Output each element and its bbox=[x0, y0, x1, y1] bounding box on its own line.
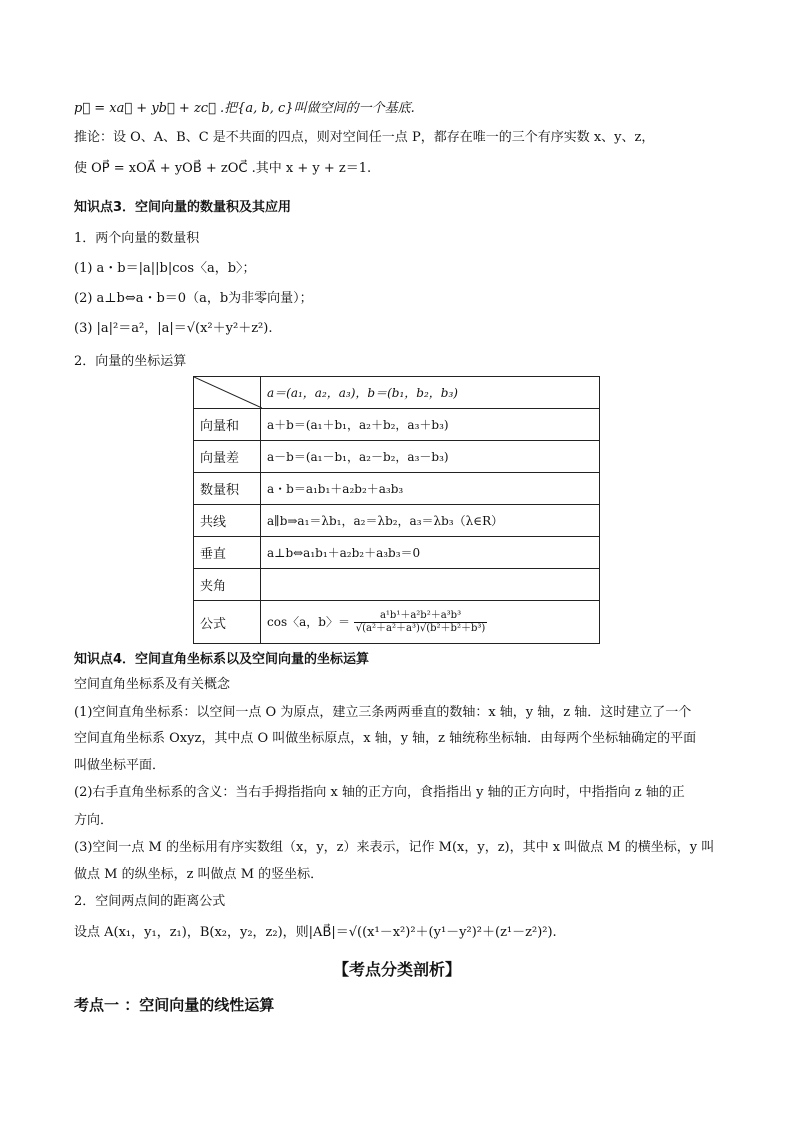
table-row bbox=[194, 473, 600, 505]
k4-para2-line1: (2)右手直角坐标系的含义：当右手拇指指向 x 轴的正方向，食指指出 y 轴的正方向时，中指指向 z 轴的正 bbox=[74, 785, 685, 800]
table-header: a＝(a₁，a₂，a₃)，b＝(b₁，b₂，b₃) bbox=[261, 377, 600, 409]
k4-para3-line2: 做点 M 的纵坐标，z 叫做点 M 的竖坐标． bbox=[74, 867, 324, 882]
dot-product-item-3: (3) |a|²＝a²，|a|＝√(x²＋y²＋z²). bbox=[74, 321, 273, 336]
distance-heading: 2．空间两点间的距离公式 bbox=[74, 894, 226, 909]
row-value bbox=[261, 601, 600, 644]
row-label: 垂直 bbox=[194, 537, 261, 569]
table-header-row bbox=[194, 377, 600, 409]
formula-prefix: cos〈a，b〉＝ bbox=[267, 614, 350, 629]
table-row bbox=[194, 505, 600, 537]
k4-para3-line1: (3)空间一点 M 的坐标用有序实数组（x，y，z）来表示，记作 M(x，y，z)，其中 x 叫做点 M 的横坐标，y 叫 bbox=[74, 840, 715, 855]
basis-line: p⃗ = xa⃗ + yb⃗ + zc⃗ .把{a, b, c}叫做空间的一个基底. bbox=[74, 101, 415, 116]
row-value: a＋b＝(a₁＋b₁，a₂＋b₂，a₃＋b₃) bbox=[261, 409, 600, 441]
corollary-formula: 使 OP⃗ = xOA⃗ + yOB⃗ + zOC⃗ .其中 x + y + z＝1. bbox=[74, 161, 372, 176]
dot-product-heading: 1．两个向量的数量积 bbox=[74, 231, 200, 246]
table-row bbox=[194, 409, 600, 441]
row-value: a∥b⇒a₁＝λb₁，a₂＝λb₂，a₃＝λb₃（λ∈R） bbox=[261, 505, 600, 537]
distance-formula: 设点 A(x₁，y₁，z₁)，B(x₂，y₂，z₂)，则|AB⃗|＝√((x¹－x²)²＋(y¹－y²)²＋(z¹－z²)²). bbox=[74, 925, 557, 940]
knowledge-point-4-title: 知识点4．空间直角坐标系以及空间向量的坐标运算 bbox=[74, 652, 370, 667]
table-row bbox=[194, 441, 600, 473]
k4-para1-line2: 空间直角坐标系 Oxyz，其中点 O 叫做坐标原点，x 轴，y 轴，z 轴统称坐标轴．由每两个坐标轴确定的平面 bbox=[74, 731, 697, 746]
row-label: 共线 bbox=[194, 505, 261, 537]
row-value: a⊥b⇔a₁b₁＋a₂b₂＋a₃b₃＝0 bbox=[261, 537, 600, 569]
row-value bbox=[261, 569, 600, 601]
k4-para1-line1: (1)空间直角坐标系：以空间一点 O 为原点，建立三条两两垂直的数轴：x 轴，y 轴，z 轴．这时建立了一个 bbox=[74, 705, 692, 720]
row-label: 向量和 bbox=[194, 409, 261, 441]
row-value: a－b＝(a₁－b₁，a₂－b₂，a₃－b₃) bbox=[261, 441, 600, 473]
row-label: 夹角 bbox=[194, 569, 261, 601]
table-row bbox=[194, 569, 600, 601]
k4-para1-line3: 叫做坐标平面． bbox=[74, 758, 166, 773]
dot-product-item-2: (2) a⊥b⇔a・b＝0（a，b为非零向量）； bbox=[74, 291, 313, 306]
row-label: 公式 bbox=[194, 601, 261, 644]
row-label: 向量差 bbox=[194, 441, 261, 473]
row-value: a・b＝a₁b₁＋a₂b₂＋a₃b₃ bbox=[261, 473, 600, 505]
angle-fraction bbox=[354, 610, 488, 635]
knowledge-point-3-title: 知识点3．空间向量的数量积及其应用 bbox=[74, 200, 292, 215]
diagonal-line bbox=[194, 377, 262, 408]
section-title: 【考点分类剖析】 bbox=[332, 960, 461, 979]
k4-subheading: 空间直角坐标系及有关概念 bbox=[74, 677, 231, 692]
table-row bbox=[194, 537, 600, 569]
fraction-numerator: a¹b¹＋a²b²＋a³b³ bbox=[354, 610, 488, 623]
coordinate-ops-table bbox=[193, 376, 600, 644]
corollary-line: 推论：设 O、A、B、C 是不共面的四点，则对空间任一点 P，都存在唯一的三个有序实数 x、y、z， bbox=[74, 130, 655, 145]
fraction-denominator: √(a²＋a²＋a³)√(b²＋b²＋b³) bbox=[355, 622, 486, 634]
coordinate-ops-heading: 2．向量的坐标运算 bbox=[74, 354, 187, 369]
dot-product-item-1: (1) a・b＝|a||b|cos〈a，b〉； bbox=[74, 261, 256, 276]
k4-para2-line2: 方向． bbox=[74, 813, 114, 828]
diagonal-cell bbox=[194, 377, 261, 409]
table-row bbox=[194, 601, 600, 644]
topic-1-title: 考点一 ：空间向量的线性运算 bbox=[74, 996, 275, 1014]
row-label: 数量积 bbox=[194, 473, 261, 505]
